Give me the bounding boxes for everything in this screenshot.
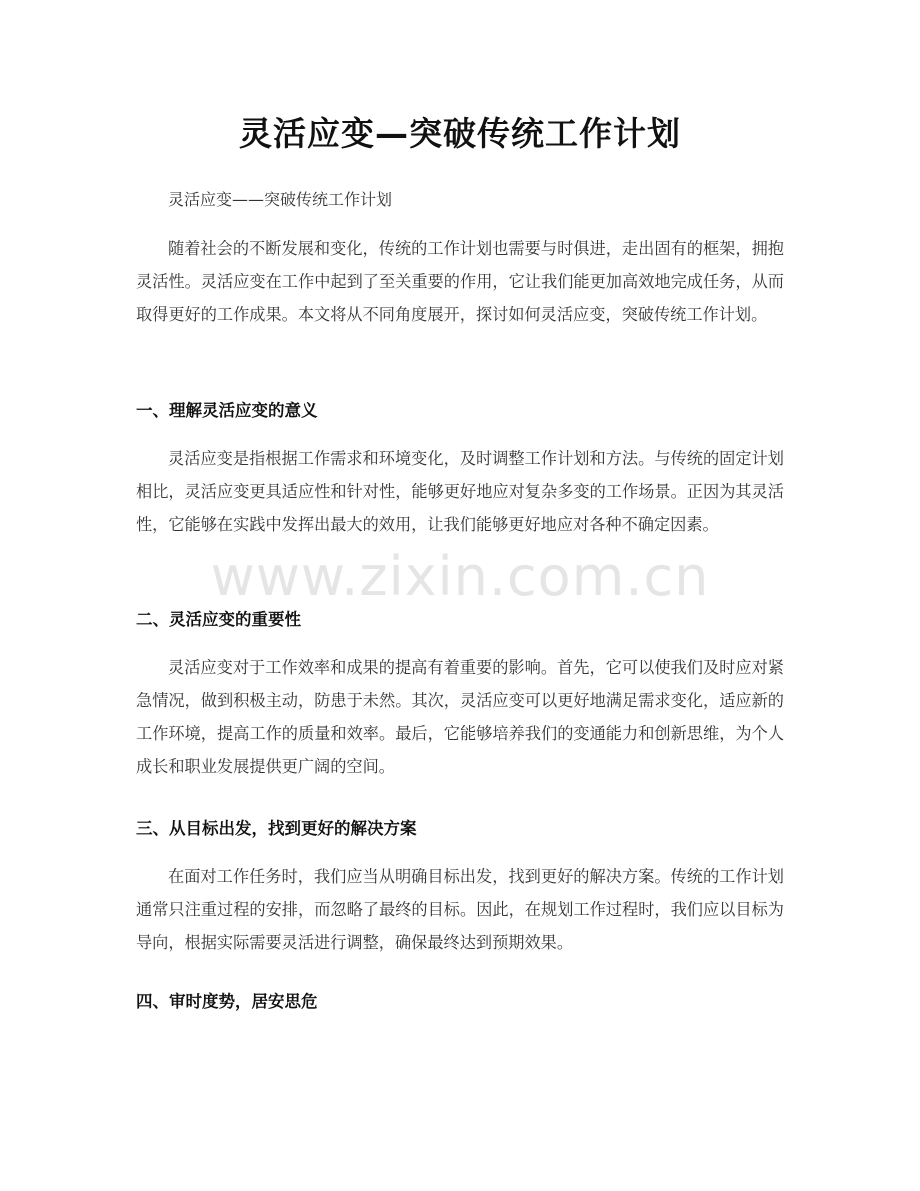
document-title: 灵活应变—突破传统工作计划: [239, 114, 681, 153]
section-4-heading: 四、审时度势，居安思危: [136, 992, 318, 1011]
document-subtitle: 灵活应变——突破传统工作计划: [168, 190, 393, 209]
section-1-paragraph: 灵活应变是指根据工作需求和环境变化，及时调整工作计划和方法。与传统的固定计划相比，灵活应变更具适应性和针对性，能够更好地应对复杂多变的工作场景。正因为其灵活性，它能够在实践中发挥出最大的效用，让我们能够更好地应对各种不确定因素。: [136, 449, 784, 534]
section-3-paragraph: 在面对工作任务时，我们应当从明确目标出发，找到更好的解决方案。传统的工作计划通常只注重过程的安排，而忽略了最终的目标。因此，在规划工作过程时，我们应以目标为导向，根据实际需要灵活进行调整，确保最终达到预期效果。: [136, 867, 784, 952]
section-1-heading: 一、理解灵活应变的意义: [136, 401, 318, 420]
section-2-paragraph: 灵活应变对于工作效率和成果的提高有着重要的影响。首先，它可以使我们及时应对紧急情况，做到积极主动，防患于未然。其次，灵活应变可以更好地满足需求变化，适应新的工作环境，提高工作的质量和效率。最后，它能够培养我们的变通能力和创新思维，为个人成长和职业发展提供更广阔的空间。: [136, 658, 784, 776]
intro-paragraph: 随着社会的不断发展和变化，传统的工作计划也需要与时俱进，走出固有的框架，拥抱灵活性。灵活应变在工作中起到了至关重要的作用，它让我们能更加高效地完成任务，从而取得更好的工作成果。本文将从不同角度展开，探讨如何灵活应变，突破传统工作计划。: [136, 239, 784, 324]
section-3-heading: 三、从目标出发，找到更好的解决方案: [136, 819, 417, 838]
watermark: www.zixin.com.cn: [210, 545, 710, 608]
section-2-heading: 二、灵活应变的重要性: [136, 610, 301, 629]
